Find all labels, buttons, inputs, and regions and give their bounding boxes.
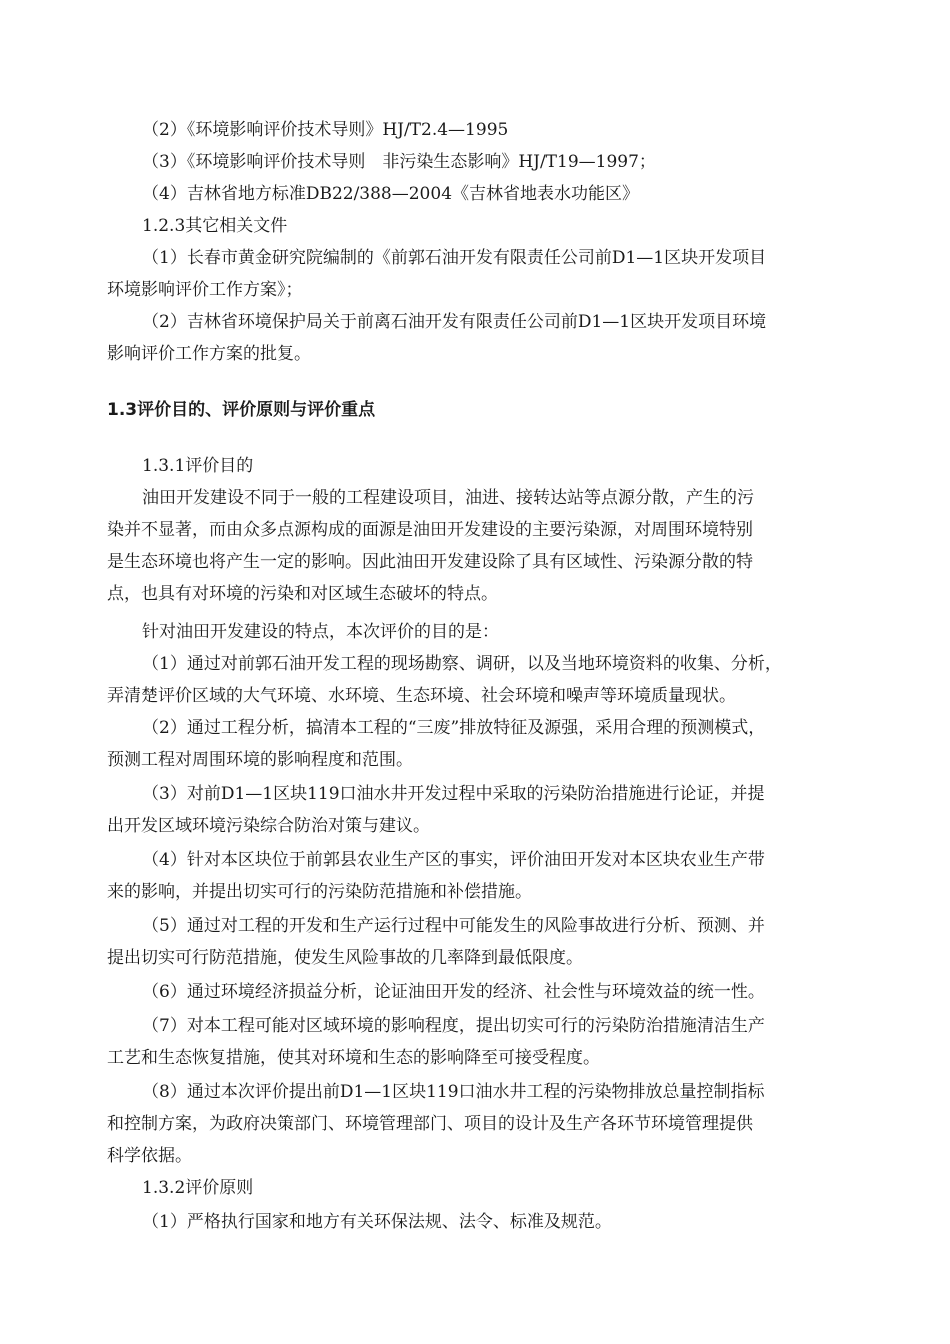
section-1-2-3-title: 1.2.3其它相关文件 — [142, 216, 288, 236]
reference-item-4: （4）吉林省地方标准DB22/388—2004《吉林省地表水功能区》 — [142, 184, 640, 204]
principle-1-line-1: （1）严格执行国家和地方有关环保法规、法令、标准及规范。 — [142, 1212, 612, 1232]
related-doc-1-line-1: （1）长春市黄金研究院编制的《前郭石油开发有限责任公司前D1—1区块开发项目 — [142, 248, 767, 268]
intro-line-3: 是生态环境也将产生一定的影响。因此油田开发建设除了具有区域性、污染源分散的特 — [107, 552, 753, 572]
purpose-6-line-1: （6）通过环境经济损益分析，论证油田开发的经济、社会性与环境效益的统一性。 — [142, 982, 765, 1002]
purpose-3-line-1: （3）对前D1—1区块119口油水井开发过程中采取的污染防治措施进行论证，并提 — [142, 784, 765, 804]
related-doc-2-line-1: （2）吉林省环境保护局关于前离石油开发有限责任公司前D1—1区块开发项目环境 — [142, 312, 767, 332]
intro-line-2: 染并不显著，而由众多点源构成的面源是油田开发建设的主要污染源，对周围环境特别 — [107, 520, 753, 540]
purpose-5-line-1: （5）通过对工程的开发和生产运行过程中可能发生的风险事故进行分析、预测、并 — [142, 916, 765, 936]
purpose-4-line-1: （4）针对本区块位于前郭县农业生产区的事实，评价油田开发对本区块农业生产带 — [142, 850, 765, 870]
purpose-3-line-2: 出开发区域环境污染综合防治对策与建议。 — [107, 816, 430, 836]
reference-item-2: （2）《环境影响评价技术导则》HJ/T2.4—1995 — [142, 120, 509, 140]
related-doc-2-line-2: 影响评价工作方案的批复。 — [107, 344, 311, 364]
intro-line-1: 油田开发建设不同于一般的工程建设项目，油进、接转达站等点源分散，产生的污 — [142, 488, 754, 508]
section-1-3-2-title: 1.3.2评价原则 — [142, 1178, 254, 1198]
purpose-5-line-2: 提出切实可行防范措施，使发生风险事故的几率降到最低限度。 — [107, 948, 583, 968]
intro-line-4: 点，也具有对环境的污染和对区域生态破坏的特点。 — [107, 584, 498, 604]
purpose-lead: 针对油田开发建设的特点，本次评价的目的是： — [142, 622, 499, 642]
purpose-1-line-1: （1）通过对前郭石油开发工程的现场勘察、调研，以及当地环境资料的收集、分析， — [142, 654, 782, 674]
section-1-3-1-title: 1.3.1评价目的 — [142, 456, 254, 476]
purpose-7-line-1: （7）对本工程可能对区域环境的影响程度，提出切实可行的污染防治措施清洁生产 — [142, 1016, 765, 1036]
purpose-4-line-2: 来的影响，并提出切实可行的污染防范措施和补偿措施。 — [107, 882, 532, 902]
purpose-2-line-1: （2）通过工程分析，搞清本工程的“三废”排放特征及源强，采用合理的预测模式， — [142, 718, 766, 738]
purpose-2-line-2: 预测工程对周围环境的影响程度和范围。 — [107, 750, 413, 770]
section-1-3-heading: 1.3评价目的、评价原则与评价重点 — [107, 400, 376, 420]
related-doc-1-line-2: 环境影响评价工作方案》； — [107, 280, 303, 300]
purpose-1-line-2: 弄清楚评价区域的大气环境、水环境、生态环境、社会环境和噪声等环境质量现状。 — [107, 686, 736, 706]
reference-item-3: （3）《环境影响评价技术导则 非污染生态影响》HJ/T19—1997； — [142, 152, 656, 172]
purpose-7-line-2: 工艺和生态恢复措施，使其对环境和生态的影响降至可接受程度。 — [107, 1048, 600, 1068]
purpose-8-line-1: （8）通过本次评价提出前D1—1区块119口油水井工程的污染物排放总量控制指标 — [142, 1082, 765, 1102]
purpose-8-line-3: 科学依据。 — [107, 1146, 192, 1166]
purpose-8-line-2: 和控制方案，为政府决策部门、环境管理部门、项目的设计及生产各环节环境管理提供 — [107, 1114, 753, 1134]
